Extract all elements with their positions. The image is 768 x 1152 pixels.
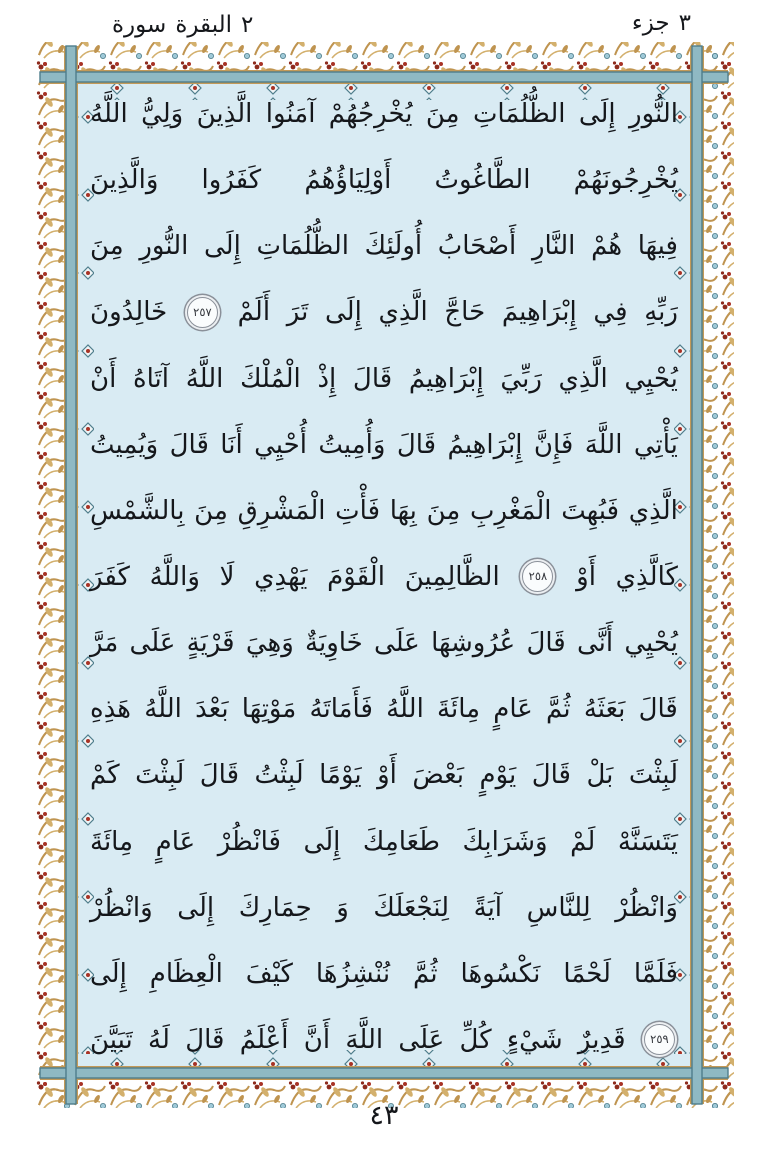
quran-word: فَإِنَّ	[533, 429, 574, 460]
quran-word: الَّذِي	[628, 495, 678, 526]
quran-word: أَوْ	[576, 561, 596, 592]
quran-word: إِلَى	[578, 99, 616, 129]
quran-word: أَنَا	[220, 429, 243, 460]
quran-word: رَبِّيَ	[500, 363, 542, 394]
quran-word: الَّذِي	[558, 363, 608, 394]
page-number: ٤٣	[369, 1100, 399, 1131]
quran-word: شَيْءٍ	[506, 1024, 563, 1055]
quran-word: حِمَارِكَ	[238, 892, 312, 923]
quran-word: كَمْ	[90, 760, 120, 791]
quran-word: كَالَّذِي	[615, 561, 678, 592]
quran-word: يُخْرِجُهُمْ	[328, 99, 413, 129]
quran-word: عُرُوشِهَا	[431, 628, 516, 659]
quran-word: فَانْظُرْ	[217, 826, 281, 857]
quran-word: وَ	[336, 892, 349, 923]
quran-word: إِلَى	[325, 297, 362, 328]
quran-word: الْمَشْرِقِ	[237, 495, 326, 526]
quran-word: اللَّهَ	[584, 429, 623, 460]
quran-word: فَأَمَاتَهُ	[309, 694, 373, 725]
quran-word: قَالَ	[352, 363, 393, 394]
quran-line	[90, 427, 678, 463]
quran-word: عَلَى	[374, 628, 420, 659]
ayah-end-marker: ٢٥٨	[522, 561, 553, 592]
quran-word: فِي	[593, 297, 628, 328]
quran-word: يُخْرِجُونَهُمْ	[573, 165, 678, 196]
quran-word: ثُمَّ	[546, 694, 571, 725]
quran-word: لَمْ	[570, 826, 596, 857]
quran-word: قَالَ	[638, 694, 678, 725]
quran-word: هَذِهِ	[90, 694, 131, 725]
quran-word: يَأْتِي	[633, 429, 678, 460]
quran-word: كَيْفَ	[245, 958, 293, 989]
quran-word: وَانْظُرْ	[90, 892, 153, 923]
quran-word: لِنَجْعَلَكَ	[373, 892, 450, 923]
quran-word: الظُّلُمَاتِ	[256, 231, 350, 262]
quran-word: أَوْ	[377, 760, 397, 791]
juz-label	[632, 12, 691, 35]
quran-word: اللَّهَ	[345, 1024, 384, 1055]
quran-word: لَهُ	[148, 1024, 170, 1055]
quran-word: الْمُلْكَ	[240, 363, 301, 394]
quran-word: يَوْمًا	[319, 760, 362, 791]
quran-word: قَالَ	[169, 429, 209, 460]
ayah-end-marker: ٢٥٧	[187, 297, 218, 328]
quran-word: كَفَرُوا	[201, 165, 262, 196]
quran-word: إِبْرَاهِيمُ	[447, 429, 523, 460]
quran-line	[90, 890, 678, 926]
quran-word: الظَّالِمِينَ	[404, 561, 500, 592]
quran-text-area	[77, 83, 691, 1067]
quran-line	[90, 294, 678, 330]
surah-label	[112, 14, 253, 37]
quran-word: بَعَثَهُ	[583, 694, 626, 725]
quran-word: لَبِثْتَ	[135, 760, 185, 791]
quran-line	[90, 361, 678, 397]
quran-word: عَامٍ	[155, 826, 196, 857]
quran-line	[90, 956, 678, 992]
quran-word: كُلِّ	[459, 1024, 492, 1055]
quran-word: بَعْضَ	[412, 760, 465, 791]
quran-word: عَامٍ	[493, 694, 533, 725]
quran-word: الْقَوْمَ	[327, 561, 385, 592]
quran-word: اللَّهُ	[185, 363, 224, 394]
quran-word: طَعَامِكَ	[362, 826, 440, 857]
quran-word: مِنَ	[426, 495, 461, 526]
quran-word: قَالَ	[396, 429, 437, 460]
quran-word: بِهَا	[389, 495, 417, 526]
quran-word: أَصْحَابُ	[437, 231, 517, 262]
quran-word: الْعِظَامِ	[149, 958, 223, 989]
ayah-end-marker: ٢٥٩	[644, 1024, 675, 1055]
quran-line	[90, 493, 678, 529]
quran-word: عَلَى	[129, 628, 176, 659]
quran-word: إِلَى	[303, 826, 341, 857]
quran-word: مِائَةَ	[90, 826, 134, 857]
quran-word: قَالَ	[185, 1024, 225, 1055]
quran-line	[90, 691, 678, 727]
quran-word: مِنَ	[425, 99, 460, 129]
quran-word: وَيُمِيتُ	[90, 429, 159, 460]
quran-word: آتَاهُ	[133, 363, 170, 394]
quran-line	[90, 162, 678, 198]
quran-word: خَاوِيَةٌ	[305, 628, 363, 659]
quran-word: يَتَسَنَّهْ	[617, 826, 678, 857]
quran-word: إِلَى	[177, 892, 215, 923]
quran-word: فَبُهِتَ	[561, 495, 620, 526]
quran-line	[90, 824, 678, 860]
quran-word: قَدِيرٌ	[577, 1024, 626, 1055]
quran-word: يُحْيِي	[624, 363, 678, 394]
header-word: سورة	[112, 12, 167, 38]
quran-word: يَوْمٍ	[479, 760, 517, 791]
quran-word: خَالِدُونَ	[90, 297, 168, 328]
quran-word: تَرَ	[286, 297, 309, 328]
quran-word: مِنَ	[194, 495, 228, 526]
quran-word: لَبِثْتَ	[628, 760, 678, 791]
quran-word: إِلَى	[204, 231, 241, 262]
header-word: البقرة	[175, 12, 233, 38]
header-word: ٢	[241, 12, 254, 38]
quran-word: الطَّاغُوتُ	[434, 165, 531, 196]
quran-word: أَنَّى	[576, 628, 614, 659]
quran-word: إِبْرَاهِيمَ	[501, 297, 577, 328]
quran-line	[90, 757, 678, 793]
quran-word: إِلَى	[90, 958, 127, 989]
quran-word: تَبَيَّنَ	[90, 1024, 133, 1055]
quran-word: أَعْلَمُ	[239, 1024, 289, 1055]
quran-word: يُحْيِي	[624, 628, 678, 659]
quran-word: الظُّلُمَاتِ	[472, 99, 566, 129]
quran-word: فَلَمَّا	[633, 958, 678, 989]
quran-word: حَاجَّ	[444, 297, 486, 328]
quran-word: بِالشَّمْسِ	[90, 495, 185, 526]
quran-word: الَّذِينَ	[196, 99, 253, 129]
quran-word: آيَةً	[473, 892, 503, 923]
quran-word: وَأُمِيتُ	[318, 429, 386, 460]
quran-word: يَهْدِي	[254, 561, 308, 592]
header-word: ٣	[678, 10, 691, 36]
quran-word: وَالَّذِينَ	[90, 165, 159, 196]
quran-word: لَحْمًا	[563, 958, 611, 989]
quran-word: النَّارِ	[531, 231, 576, 262]
quran-word: مَوْتِهَا	[241, 694, 297, 725]
quran-word: الَّذِي	[378, 297, 428, 328]
quran-word: إِذْ	[317, 363, 337, 394]
quran-word: مَرَّ	[90, 628, 119, 659]
quran-line	[90, 96, 678, 132]
quran-word: مِائَةَ	[437, 694, 481, 725]
quran-word: وَاللَّهُ	[149, 561, 200, 592]
quran-word: لَا	[219, 561, 235, 592]
quran-word: الْمَغْرِبِ	[469, 495, 552, 526]
quran-word: اللَّهُ	[144, 694, 182, 725]
quran-line	[90, 228, 678, 264]
quran-word: قَالَ	[526, 628, 566, 659]
quran-word: نَكْسُوهَا	[460, 958, 541, 989]
quran-word: لِلنَّاسِ	[526, 892, 591, 923]
quran-word: وَانْظُرْ	[615, 892, 678, 923]
quran-word: عَلَى	[398, 1024, 445, 1055]
quran-line	[90, 625, 678, 661]
quran-word: قَرْيَةٍ	[186, 628, 235, 659]
quran-word: بَلْ	[586, 760, 614, 791]
quran-word: وَهِيَ	[245, 628, 294, 659]
quran-word: أُحْيِي	[254, 429, 307, 460]
quran-word: آمَنُوا	[265, 99, 316, 129]
quran-word: فِيهَا	[637, 231, 678, 262]
quran-word: أَوْلِيَاؤُهُمُ	[304, 165, 392, 196]
quran-word: ثُمَّ	[413, 958, 438, 989]
quran-word: قَالَ	[531, 760, 571, 791]
quran-word: أَلَمْ	[237, 297, 271, 328]
quran-word: فَأْتِ	[335, 495, 380, 526]
quran-word: أَنْ	[90, 363, 117, 394]
quran-word: وَلِيُّ	[141, 99, 184, 129]
quran-word: قَالَ	[199, 760, 240, 791]
quran-word: النُّورِ	[629, 99, 678, 129]
quran-line	[90, 1022, 678, 1058]
quran-word: إِبْرَاهِيمُ	[408, 363, 484, 394]
quran-word: وَشَرَابِكَ	[462, 826, 548, 857]
quran-word: اللَّهُ	[90, 99, 128, 129]
quran-word: أُولَئِكَ	[364, 231, 423, 262]
quran-word: أَنَّ	[303, 1024, 331, 1055]
header-word: جزء	[631, 10, 670, 36]
quran-word: هُمْ	[591, 231, 623, 262]
quran-word: لَبِثْتُ	[254, 760, 304, 791]
quran-word: مِنَ	[90, 231, 124, 262]
quran-word: رَبِّهِ	[644, 297, 678, 328]
quran-word: اللَّهُ	[386, 694, 424, 725]
quran-word: كَفَرَ	[90, 561, 130, 592]
quran-word: بَعْدَ	[195, 694, 229, 725]
quran-line	[90, 559, 678, 595]
quran-word: النُّورِ	[139, 231, 189, 262]
quran-word: نُنْشِزُهَا	[315, 958, 391, 989]
